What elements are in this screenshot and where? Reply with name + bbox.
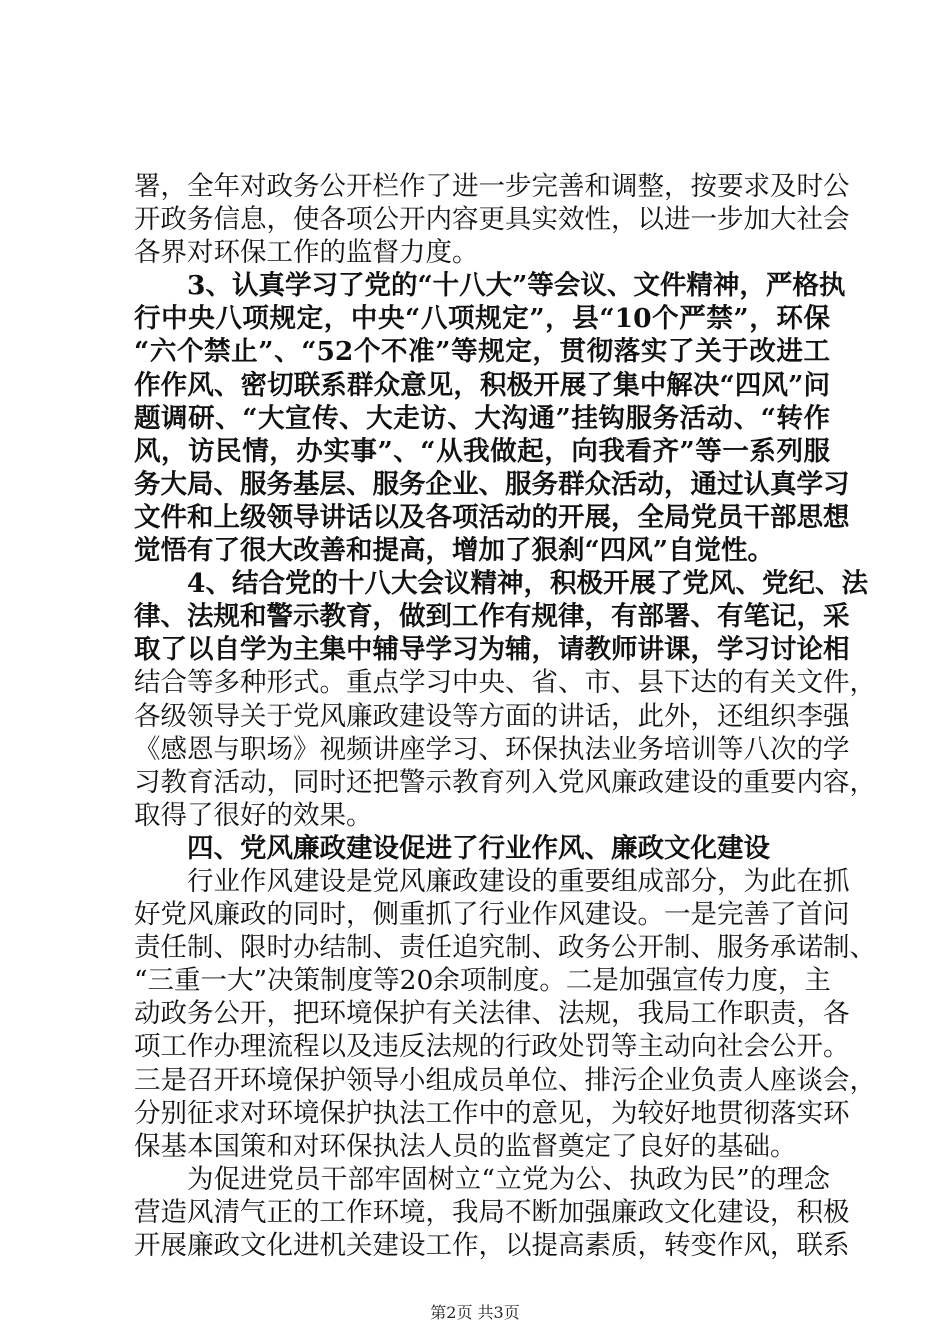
paragraph-line: 取了以自学为主集中辅导学习为辅，请教师讲课，学习讨论相 [134,634,850,666]
paragraph-line: 三是召开环境保护领导小组成员单位、排污企业负责人座谈会， [134,1064,876,1096]
paragraph-line: 为促进党员干部牢固树立“立党为公、执政为民”的理念 [187,1163,830,1195]
paragraph-line: 责任制、限时办结制、责任追究制、政务公开制、服务承诺制、 [134,932,876,964]
section-heading: 四、党风廉政建设促进了行业作风、廉政文化建设 [187,832,770,864]
document-body [134,170,876,1262]
paragraph-line: 觉悟有了很大改善和提高，增加了狠刹“四风”自觉性。 [134,535,774,567]
paragraph-line: 务大局、服务基层、服务企业、服务群众活动，通过认真学习 [134,468,850,500]
paragraph-line: 署，全年对政务公开栏作了进一步完善和调整，按要求及时公 [134,171,850,202]
paragraph-line: 保基本国策和对环保执法人员的监督奠定了良好的基础。 [134,1130,797,1162]
paragraph-line: 结合等多种形式。重点学习中央、省、市、县下达的有关文件， [134,667,876,699]
paragraph-line: 《感恩与职场》视频讲座学习、环保执法业务培训等八次的学 [134,733,850,765]
paragraph-line: 行业作风建设是党风廉政建设的重要组成部分，为此在抓 [187,865,850,897]
paragraph-line: 取得了很好的效果。 [134,799,373,831]
paragraph-line: 律、法规和警示教育，做到工作有规律，有部署、有笔记，采 [134,601,850,633]
paragraph-line: 动政务公开，把环境保护有关法律、法规，我局工作职责，各 [134,998,850,1030]
paragraph-line: 开政务信息，使各项公开内容更具实效性，以进一步加大社会 [134,204,850,236]
paragraph-line: “六个禁止”、“52个不准”等规定，贯彻落实了关于改进工 [134,336,830,368]
paragraph-line: 开展廉政文化进机关建设工作，以提高素质，转变作风，联系 [134,1230,850,1261]
page-number-footer: 第2页 共3页 [430,1303,520,1322]
paragraph-line: 作作风、密切联系群众意见，积极开展了集中解决“四风”问 [134,369,830,401]
paragraph-line: 题调研、“大宣传、大走访、大沟通”挂钩服务活动、“转作 [134,402,830,434]
paragraph-line: 各级领导关于党风廉政建设等方面的讲话，此外，还组织李强 [134,700,850,732]
paragraph-line: “三重一大”决策制度等20余项制度。二是加强宣传力度，主 [134,965,831,997]
paragraph-line: 3、认真学习了党的“十八大”等会议、文件精神，严格执 [187,270,846,302]
paragraph-line: 习教育活动，同时还把警示教育列入党风廉政建设的重要内容， [134,766,876,798]
paragraph-line: 文件和上级领导讲话以及各项活动的开展，全局党员干部思想 [134,501,850,533]
paragraph-line: 分别征求对环境保护执法工作中的意见，为较好地贯彻落实环 [134,1097,850,1129]
paragraph-line: 风，访民情，办实事”、“从我做起，向我看齐”等一系列服 [134,435,830,467]
paragraph-line: 营造风清气正的工作环境，我局不断加强廉政文化建设，积极 [134,1196,850,1228]
paragraph-line: 好党风廉政的同时，侧重抓了行业作风建设。一是完善了首问 [134,899,850,931]
paragraph-line: 各界对环保工作的监督力度。 [134,237,479,269]
paragraph-line: 行中央八项规定，中央“八项规定”，县“10个严禁”，环保 [134,303,830,335]
paragraph-line: 4、结合党的十八大会议精神，积极开展了党风、党纪、法 [187,568,868,600]
paragraph-line: 项工作办理流程以及违反法规的行政处罚等主动向社会公开。 [134,1031,850,1063]
